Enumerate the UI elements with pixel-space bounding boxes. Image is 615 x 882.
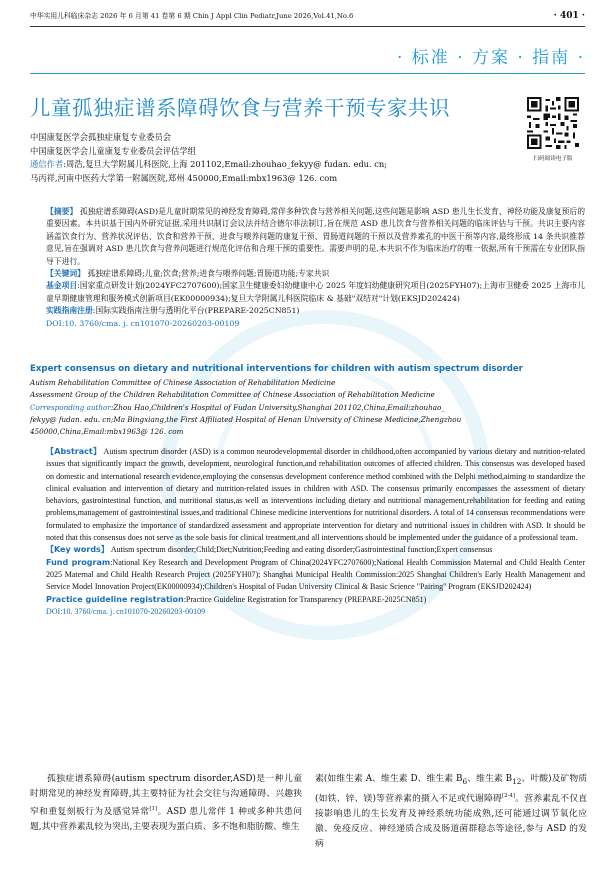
english-fund-text: :National Key Research and Development Program of China(2024YFC2707600);National Health Commission Maternal and Child Health Center 2025 Maternal and Child Health Research Project (2025FYH07); Shanghai Municipal Health Commission:2025 Shanghai Children's Early Health Management and Service Model Innovation Project(EK00000934);Children's Hospital of Fudan University Clinical & Basic Science "Pairing" Program (EKSJD202424) [46,557,585,592]
keywords-text: 孤独症谱系障碍;儿童;饮食;营养;进食与喂养问题;胃肠道功能;专家共识 [87,269,330,279]
qr-caption: 扫码阅读电子版 [533,156,573,162]
english-fund-label: Fund program [46,557,111,567]
abstract-en [30,446,585,618]
keywords-label: 【关键词】 [46,269,85,279]
english-corr-line-3: 450000,China,Email:mbx1963@ 126. com [30,427,184,437]
body-text-left-b: 。ASD 患儿常伴 1 种或多种共患问题,其中营养素乱较为突出,主要表现为蛋白质、多不饱和脂肪酸、维生 [30,807,302,832]
header-rule [30,26,585,27]
section-tag: · 标准 · 方案 · 指南 · [396,48,585,68]
section-rule [30,73,585,74]
registration-text: :国际实践指南注册与透明化平台(PREPARE-2025CN851) [92,306,300,316]
english-corr-label: Corresponding author [30,402,111,412]
registration-label: 实践指南注册 [46,306,93,316]
subscript-b12: 12 [512,776,522,786]
fund-label: 基金项目 [46,281,78,291]
english-org-1: Autism Rehabilitation Committee of Chinese Association of Rehabilitation Medicine [30,378,336,387]
corresponding-author [30,158,510,172]
abstract-label: 【摘要】 [46,207,78,216]
citation-1[interactable]: [1] [149,806,158,812]
body-text-right-a: 素(如维生素 A、维生素 D、维生素 B [315,774,463,784]
subscript-b6: 6 [462,776,468,786]
running-head [30,8,585,24]
english-abstract-text: Autism spectrum disorder (ASD) is a common neurodevelopmental disorder in childhood,often accompanied by various dietary and nutrition-related issues that significantly impact the growth, development, neurological function,and rehabilitation outcomes of affected children. This consensus was developed based on domestic and international research evidence,employing the consensus development conference method combined with the Delphi method,aiming to standardize the clinical evaluation and intervention of dietary and nutrition-related issues in children with ASD. The consensus primarily encompasses the assessment of dietary behaviors, gastrointestinal function, and nutritional status,as well as interventions including dietary and nutritional management,rehabilitation for feeding and eating problems,management of gastrointestinal issues,and traditional Chinese medicine interventions for nutritional disorders. A total of 14 consensus recommendations were formulated to emphasize the importance of standardized assessment and appropriate intervention for dietary and nutritional issues in children with ASD. It should be noted that this consensus does not serve as the sole basis for clinical treatment,and all interventions should be implemented under the guidance of a professional team. [46,447,586,543]
author-org-2: 中国康复医学会儿童康复专业委员会评估学组 [30,145,196,156]
body-column-right [315,772,587,852]
english-corr-line-2: fekyy@ fudan. edu. cn;Ma Bingxiang,the First Affiliated Hospital of Henan University of Chinese Medicine,Zhengzhou [30,414,462,424]
body-column-left [30,772,302,835]
english-org-2: Assessment Group of the Children Rehabilitation Committee of Chinese Association of Rehabilitation Medicine [30,390,435,400]
english-registration-label: Practice guideline registration [46,594,184,604]
body-text-right-c: 、叶酸)及矿物质(如铁、锌、镁)等营养素的摄入不足或代谢障碍 [315,774,587,804]
page-number: · 401 · [553,11,585,21]
corr-line-1: :周浩,复旦大学附属儿科医院,上海 201102,Email:zhouhao_fekyy@ fudan. edu. cn; [63,159,388,170]
english-author-block [30,377,585,438]
english-corr-line-1: :Zhou Hao,Children's Hospital of Fudan University,Shanghai 201102,China,Email:zhouhao_ [110,402,445,412]
english-abstract-label: 【Abstract】 [46,447,102,456]
english-title: Expert consensus on dietary and nutritional interventions for children with autism spectrum disorder [30,364,523,374]
english-registration-text: :Practice Guideline Registration for Transparency (PREPARE-2025CN851) [183,594,427,604]
english-keywords-label: 【Key words】 [46,545,109,555]
corr-label: 通信作者 [30,159,64,170]
abstract-cn [30,206,585,330]
cn-author-block [30,131,510,185]
abstract-text: 孤独症谱系障碍(ASD)是儿童时期常见的神经发育障碍,常伴多种饮食与营养相关问题,这些问题是影响 ASD 患儿生长发育、神经功能及康复预后的重要因素。本共识基于国内外研究证据,采用共识制订会议法并结合德尔菲法制订,旨在规范 ASD 患儿饮食与营养相关问题的临床评估与干预。共识主要内容涵盖饮食行为、营养状况评估、饮食和营养干预、进食与喂养问题的康复干预、胃肠道问题的干预以及营养素孔的中医干预等内容,最终形成 14 条共识推荐意见,旨在强调对 ASD 患儿饮食与营养问题进行规范化评估和合理干预的重要性。需要声明的是,本共识不作为临床治疗的唯一依据,所有干预需在专业团队指导下进行。 [46,207,586,266]
corr-line-2: 马丙祥,河南中医药大学第一附属医院,郑州 450000,Email:mbx1963@ 126. com [30,172,338,183]
journal-line: 中华实用儿科临床杂志 2026 年 6 月第 41 卷第 6 期 Chin J Appl Clin Pediatr,June 2026,Vol.41,No.6 [30,12,354,20]
qr-code-icon[interactable] [527,97,579,149]
english-keywords-text: Autism spectrum disorder;Child;Diet;Nutrition;Feeding and eating disorder;Gastrointestinal function;Expert consensus [110,545,493,555]
author-org-1: 中国康复医学会孤独症康复专业委员会 [30,132,172,142]
page-title: 儿童孤独症谱系障碍饮食与营养干预专家共识 [30,96,450,120]
doi-link[interactable]: DOI:10. 3760/cma. j. cn101070-20260203-00109 [46,318,240,328]
english-doi-link[interactable]: DOI:10. 3760/cma. j. cn101070-20260203-00109 [46,606,206,616]
body-text-right-b: 、维生素 B [467,774,513,784]
body-text-left-a: 孤独症谱系障碍(autism spectrum disorder,ASD)是一种儿童时期常见的神经发育障碍,其主要特征为社会交往与沟通障碍、兴趣狭窄和重复刻板行为及感觉异常 [30,774,302,817]
fund-text: :国家重点研发计划(2024YFC2707600);国家卫生健康委妇幼健康中心 2025 年度妇幼健康研究项目(2025FYH07);上海市卫健委 2025 上海市儿童早期健康管理和服务模式创新项目(EK00000934);复旦大学附属儿科医院临床 & 基础"双结对"计划(EKSJD202424) [46,281,586,303]
body-text-right-d: 。营养素乱不仅直接影响患儿的生长发育及神经系统功能成熟,还可能通过调节氧化应激、免疫反应、神经递质合成及肠道菌群稳态等途径,参与 ASD 的发病 [315,793,587,849]
citation-2-4[interactable]: [2-4] [501,792,516,799]
